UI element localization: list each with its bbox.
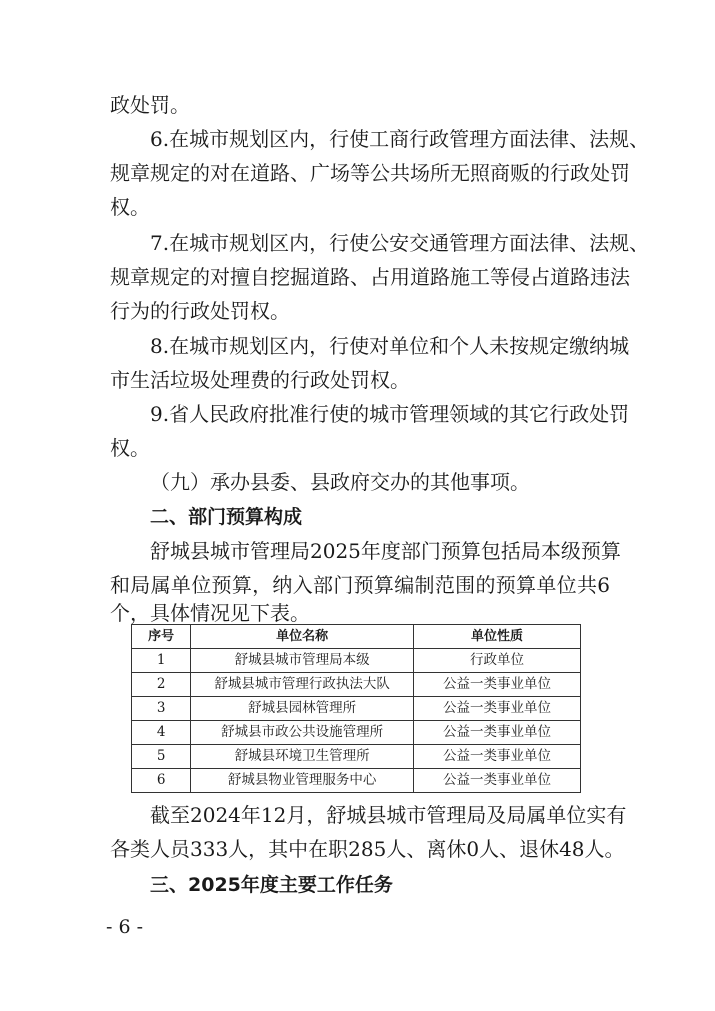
list-item-7-line1: 7.在城市规划区内，行使公安交通管理方面法律、法规、	[150, 231, 650, 255]
column-header-unit-name: 单位名称	[191, 625, 414, 649]
table-row	[132, 673, 581, 697]
cell-number: 1	[132, 649, 191, 673]
cell-number: 3	[132, 697, 191, 721]
table-row	[132, 697, 581, 721]
table-header-row	[132, 625, 581, 649]
list-item-6-line2: 规章规定的对在道路、广场等公共场所无照商贩的行政处罚	[110, 161, 630, 185]
cell-number: 4	[132, 721, 191, 745]
table-row	[132, 769, 581, 793]
cell-unit-type: 公益一类事业单位	[414, 745, 581, 769]
cell-number: 2	[132, 673, 191, 697]
list-item-8-line1: 8.在城市规划区内，行使对单位和个人未按规定缴纳城	[150, 334, 630, 358]
column-header-unit-type: 单位性质	[414, 625, 581, 649]
cell-number: 6	[132, 769, 191, 793]
section-heading-3: 三、2025年度主要工作任务	[150, 874, 393, 896]
list-item-7-line3: 行为的行政处罚权。	[110, 299, 290, 323]
body-text-line: 政处罚。	[110, 93, 190, 117]
cell-unit-name: 舒城县园林管理所	[191, 697, 414, 721]
cell-unit-name: 舒城县物业管理服务中心	[191, 769, 414, 793]
table-row	[132, 721, 581, 745]
section-heading-2: 二、部门预算构成	[150, 506, 303, 528]
list-item-6-line1: 6.在城市规划区内，行使工商行政管理方面法律、法规、	[150, 127, 650, 151]
cell-unit-type: 公益一类事业单位	[414, 697, 581, 721]
list-item-9-line2: 权。	[110, 436, 150, 460]
staff-paragraph-line1: 截至2024年12月，舒城县城市管理局及局属单位实有	[150, 803, 627, 827]
cell-unit-type: 公益一类事业单位	[414, 721, 581, 745]
cell-unit-name: 舒城县城市管理局本级	[191, 649, 414, 673]
page-number: - 6 -	[106, 916, 144, 938]
column-header-number: 序号	[132, 625, 191, 649]
cell-unit-type: 公益一类事业单位	[414, 769, 581, 793]
cell-unit-name: 舒城县城市管理行政执法大队	[191, 673, 414, 697]
cell-unit-type: 公益一类事业单位	[414, 673, 581, 697]
budget-paragraph-line1: 舒城县城市管理局2025年度部门预算包括局本级预算	[150, 539, 621, 563]
cell-unit-name: 舒城县环境卫生管理所	[191, 745, 414, 769]
budget-paragraph-line3: 个，具体情况见下表。	[110, 601, 310, 625]
budget-units-table	[131, 624, 581, 793]
cell-unit-type: 行政单位	[414, 649, 581, 673]
list-item-8-line2: 市生活垃圾处理费的行政处罚权。	[110, 368, 410, 392]
table-row	[132, 649, 581, 673]
section-item-9: （九）承办县委、县政府交办的其他事项。	[150, 470, 530, 494]
list-item-7-line2: 规章规定的对擅自挖掘道路、占用道路施工等侵占道路违法	[110, 265, 630, 289]
cell-number: 5	[132, 745, 191, 769]
budget-paragraph-line2: 和局属单位预算，纳入部门预算编制范围的预算单位共6	[110, 573, 610, 597]
cell-unit-name: 舒城县市政公共设施管理所	[191, 721, 414, 745]
list-item-9-line1: 9.省人民政府批准行使的城市管理领域的其它行政处罚	[150, 402, 630, 426]
table-row	[132, 745, 581, 769]
list-item-6-line3: 权。	[110, 195, 150, 219]
staff-paragraph-line2: 各类人员333人，其中在职285人、离休0人、退休48人。	[110, 837, 625, 861]
